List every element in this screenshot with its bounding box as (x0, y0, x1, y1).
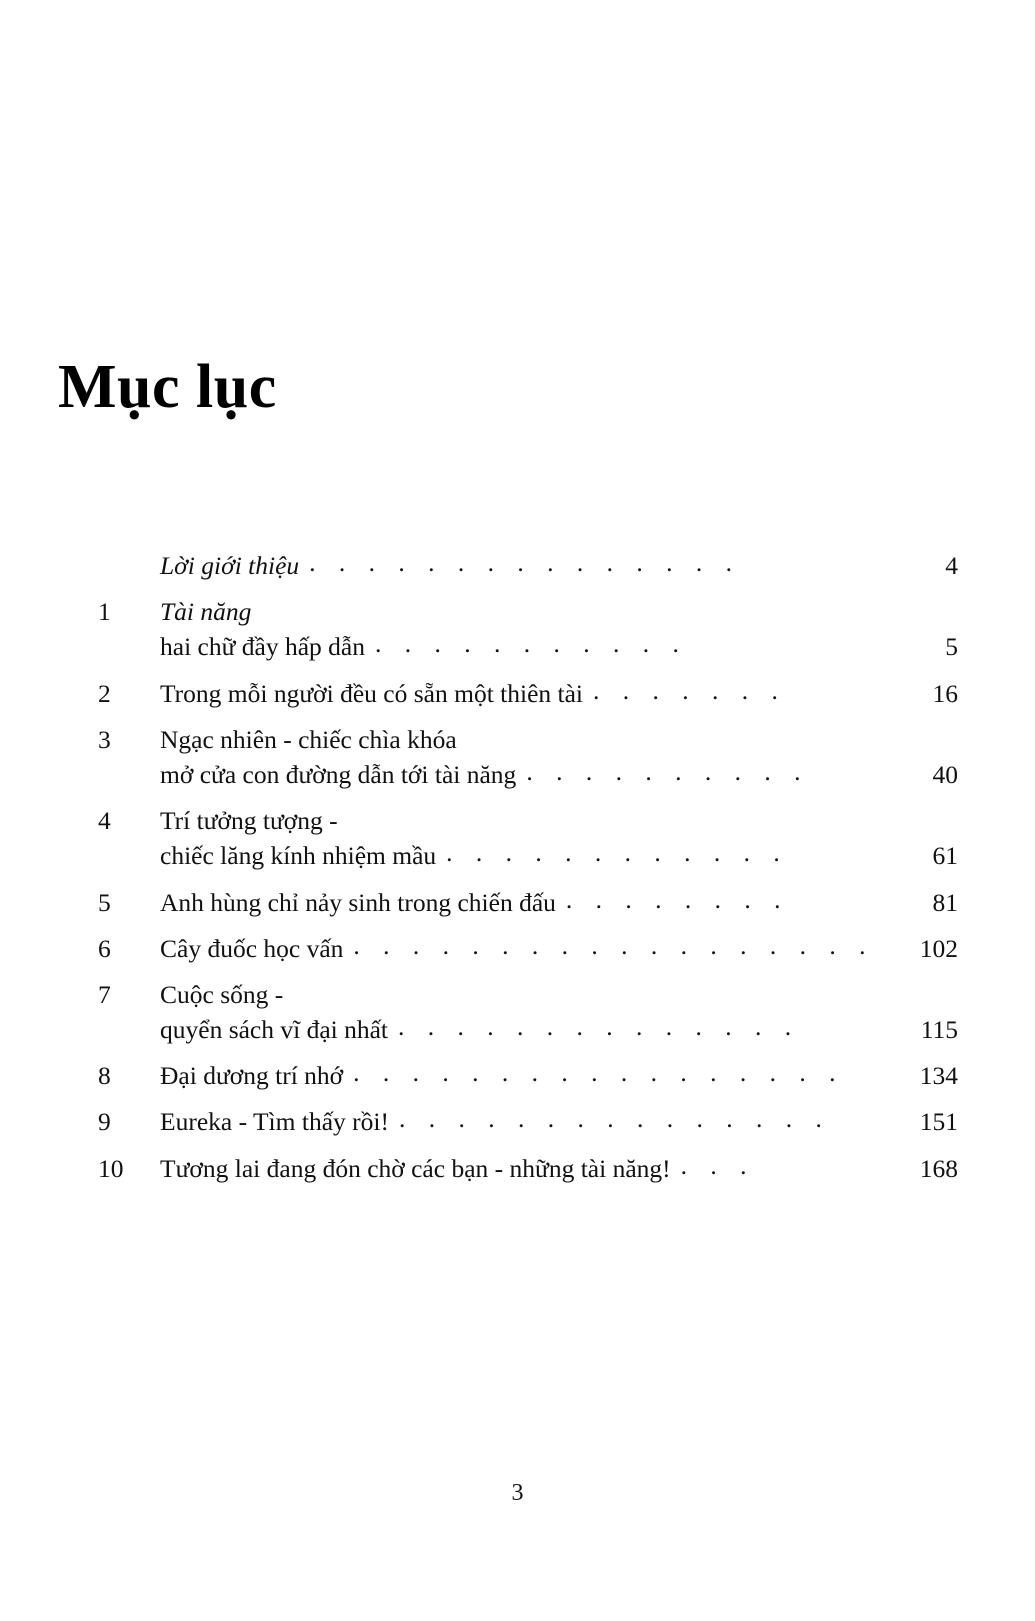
toc-entry-number: 3 (98, 724, 111, 754)
toc-entry-title: Anh hùng chỉ nảy sinh trong chiến đấu (160, 887, 556, 917)
toc-entry-subtitle: mở cửa con đường dẫn tới tài năng (160, 759, 517, 789)
toc-entry-number: 1 (98, 597, 111, 627)
toc-entry-title: Eureka - Tìm thấy rồi! (160, 1107, 389, 1137)
toc-entry-number: 5 (98, 887, 111, 917)
toc-entry-number: 4 (98, 806, 111, 836)
toc-entry-title: Ngạc nhiên - chiếc chìa khóa (160, 724, 457, 754)
toc-entry-body (160, 977, 958, 1047)
toc-entry[interactable] (98, 1151, 958, 1186)
toc-entry-page: 5 (945, 632, 958, 662)
toc-entry-subtitle: hai chữ đầy hấp dẫn (160, 632, 365, 662)
toc-entry-subtitle: chiếc lăng kính nhiệm mầu (160, 841, 437, 871)
toc-entry-body (160, 1104, 958, 1139)
toc-entry[interactable] (98, 931, 958, 966)
toc-entry[interactable] (98, 1058, 958, 1093)
toc-entry-page: 16 (932, 678, 958, 708)
toc-leader-dots: . . . . . . . . . . . . . . . . . . (353, 930, 875, 960)
toc-entry-number: 7 (98, 979, 111, 1009)
toc-entry-body (160, 676, 958, 711)
toc-entry-number: 6 (98, 933, 111, 963)
toc-entry-body (160, 931, 958, 966)
toc-entry-page: 151 (919, 1107, 958, 1137)
toc-entry-page: 81 (932, 887, 958, 917)
toc-entry[interactable] (98, 977, 958, 1047)
toc-entry-body (160, 1151, 958, 1186)
toc-entry-body (160, 594, 958, 664)
toc-leader-dots: . . . . . . . (593, 675, 787, 705)
toc-entry-title: Tương lai đang đón chờ các bạn - những tài năng! (160, 1153, 671, 1183)
toc-entry-body (160, 548, 958, 583)
page-number: 3 (511, 1480, 524, 1506)
toc-entry[interactable] (98, 885, 958, 920)
toc-entry-body (160, 722, 958, 792)
toc-entry[interactable] (98, 803, 958, 873)
toc-entry-title: Trong mỗi người đều có sẵn một thiên tài (160, 678, 584, 708)
toc-entry-page: 168 (919, 1153, 958, 1183)
toc-entry-number: 2 (98, 678, 111, 708)
toc-entry-title: Cây đuốc học vấn (160, 933, 344, 963)
toc-entry[interactable] (98, 1104, 958, 1139)
toc-leader-dots: . . . . . . . . . . . . (446, 838, 789, 868)
toc-entry-title: Trí tưởng tượng - (160, 806, 338, 836)
toc-list (98, 548, 958, 1197)
toc-entry-title: Tài năng (160, 597, 252, 627)
toc-entry-subtitle: quyển sách vĩ đại nhất (160, 1015, 389, 1045)
toc-entry[interactable] (98, 722, 958, 792)
toc-entry-number: 9 (98, 1107, 111, 1137)
toc-entry-body (160, 1058, 958, 1093)
toc-entry-title: Lời giới thiệu (160, 551, 300, 580)
toc-entry-page: 134 (919, 1061, 958, 1091)
toc-leader-dots: . . . . . . . . . . . (375, 629, 688, 659)
page-title: Mục lục (58, 353, 277, 421)
toc-entry-page: 115 (920, 1015, 958, 1045)
toc-entry-number: 8 (98, 1061, 111, 1091)
toc-leader-dots: . . . . . . . . (565, 884, 790, 914)
toc-entry-title: Đại dương trí nhớ (160, 1061, 344, 1091)
toc-leader-dots: . . . . . . . . . . (526, 756, 809, 786)
toc-entry-title: Cuộc sống - (160, 979, 284, 1009)
toc-entry-page: 4 (945, 551, 958, 580)
toc-leader-dots: . . . . . . . . . . . . . . . (398, 1104, 831, 1134)
toc-entry-number: 10 (98, 1153, 124, 1183)
toc-entry-page: 61 (932, 841, 958, 871)
toc-leader-dots: . . . . . . . . . . . . . . (398, 1012, 800, 1042)
toc-entry[interactable] (98, 676, 958, 711)
toc-entry-page: 102 (919, 933, 958, 963)
toc-entry[interactable] (98, 594, 958, 664)
toc-leader-dots: . . . (680, 1150, 755, 1180)
toc-entry-page: 40 (932, 759, 958, 789)
toc-entry-body (160, 803, 958, 873)
toc-entry[interactable] (98, 548, 958, 583)
toc-leader-dots: . . . . . . . . . . . . . . . (309, 548, 741, 577)
toc-entry-body (160, 885, 958, 920)
toc-leader-dots: . . . . . . . . . . . . . . . . . (353, 1058, 845, 1088)
